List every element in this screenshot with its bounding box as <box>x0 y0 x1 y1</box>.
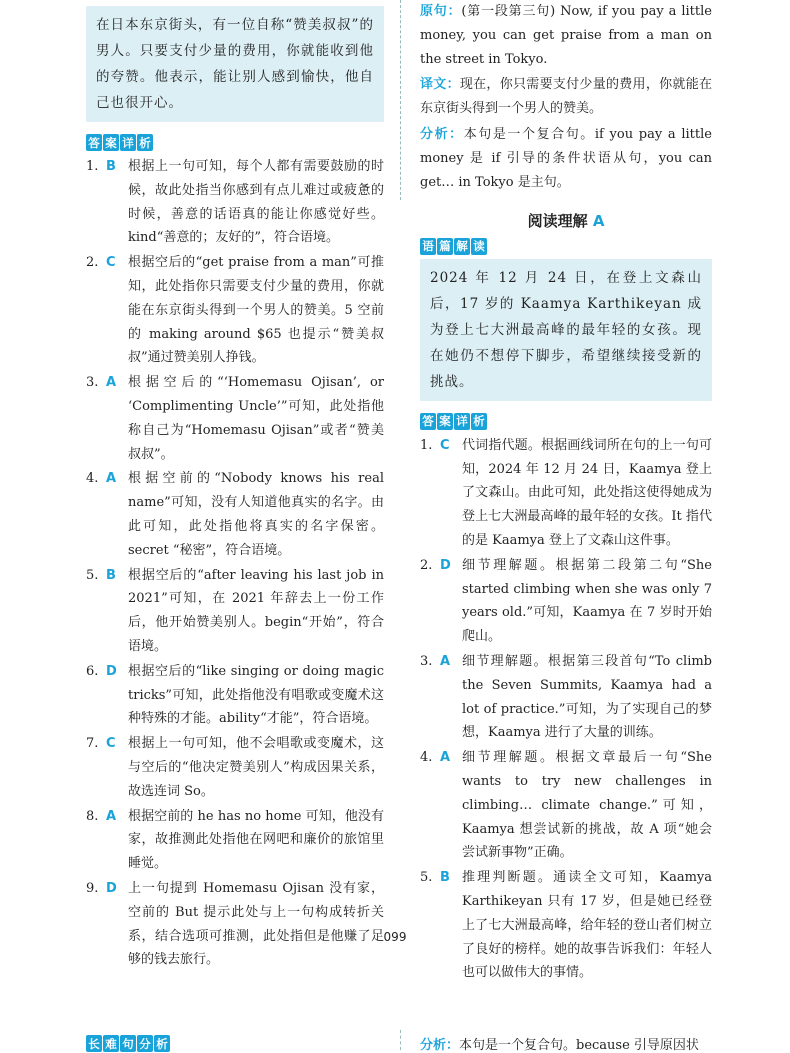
translation-label: 译文： <box>420 77 460 93</box>
section-title <box>420 210 712 231</box>
tag-char: 析 <box>154 1035 170 1052</box>
item-number: 3. <box>420 654 433 670</box>
item-explanation: 根据空后的“after leaving his last job in 2021”可知，在 2021 年辞去上一份工作后，他开始赞美别人。begin“开始”，符合语境。 <box>128 567 384 654</box>
item-number: 9. <box>86 880 99 896</box>
item-explanation: 细节理解题。根据第三段首句“To climb the Seven Summits, Kaamya had a lot of practice.”可知，为了实现自己的梦想，Kaamya 进行了大量的训练。 <box>462 654 712 741</box>
item-answer: B <box>106 567 116 583</box>
item-explanation: 根据上一句可知，每个人都有需要鼓励的时候，故此处指当你感到有点儿难过或疲惫的时候，善意的话语真的能让你感觉好些。kind“善意的；友好的”，符合语境。 <box>128 159 384 246</box>
item-number: 4. <box>86 471 99 487</box>
item-number: 7. <box>86 736 99 752</box>
item-number: 1. <box>420 437 433 453</box>
item-number: 5. <box>420 870 433 886</box>
summary-box <box>86 6 384 122</box>
item-number: 2. <box>86 255 99 271</box>
answer-item <box>86 155 384 250</box>
tag-char: 详 <box>454 413 470 430</box>
item-explanation: 代词指代题。根据画线词所在句的上一句可知，2024 年 12 月 24 日，Kaamya 登上了文森山。由此可知，此处指这使得她成为登上七大洲最高峰的最年轻的女孩。It 指代的是 Kaamya 登上了文森山这件事。 <box>462 437 712 549</box>
answer-item <box>86 732 384 803</box>
tag-char: 析 <box>471 413 487 430</box>
answer-item <box>86 805 384 876</box>
reading-summary-text: 2024 年 12 月 24 日，在登上文森山后，17 岁的 Kaamya Karthikeyan 成为登上七大洲最高峰的最年轻的女孩。现在她仍不想停下脚步，希望继续接受新的挑战。 <box>430 269 702 390</box>
item-explanation: 根据空后的“get praise from a man”可推知，此处指你只需要支付少量的费用，你就能在东京街头得到一个男人的赞美。5 空前的 making around $65 也提示“赞美叔叔”通过赞美别人挣钱。 <box>128 255 384 366</box>
analysis-text: 本句是一个复合句。if you pay a little money 是 if 引导的条件状语从句，you can get… in Tokyo 是主句。 <box>420 126 712 190</box>
footer-analysis-label: 分析： <box>420 1038 460 1053</box>
original-label: 原句： <box>420 4 462 19</box>
original-text: (第一段第三句) Now, if you pay a little money, you can get praise from a man on the street in Tokyo. <box>420 4 712 67</box>
item-answer: D <box>106 663 117 679</box>
tag-char: 长 <box>86 1035 102 1052</box>
summary-text: 在日本东京街头，有一位自称“赞美叔叔”的男人。只要支付少量的费用，你就能收到他的夸赞。他表示，能让别人感到愉快，他自己也很开心。 <box>96 17 374 111</box>
item-answer: B <box>106 159 116 174</box>
column-divider <box>400 1030 401 1050</box>
right-column <box>420 0 712 986</box>
section-letter: A <box>592 212 605 231</box>
tag-char: 分 <box>137 1035 153 1052</box>
item-answer: A <box>106 375 117 391</box>
answer-list <box>86 155 384 972</box>
tag-char: 读 <box>471 238 487 255</box>
tag-char: 案 <box>437 413 453 430</box>
item-answer: A <box>106 808 117 824</box>
footer-analysis-text: 本句是一个复合句。because 引导原因状 <box>459 1038 699 1053</box>
item-number: 6. <box>86 663 99 679</box>
item-number: 8. <box>86 808 99 824</box>
answer-item <box>86 660 384 731</box>
tag-char: 答 <box>86 134 102 151</box>
answer-item <box>86 877 384 972</box>
answer-item <box>86 251 384 370</box>
answer-item <box>420 866 712 985</box>
column-divider <box>400 0 401 200</box>
footer-analysis <box>420 1034 699 1053</box>
answer-item <box>86 564 384 659</box>
translation-text: 现在，你只需要支付少量的费用，你就能在东京街头得到一个男人的赞美。 <box>420 77 712 117</box>
item-explanation: 上一句提到 Homemasu Ojisan 没有家，空前的 But 提示此处与上一句构成转折关系，结合选项可推测，此处指但是他赚了足够的钱去旅行。 <box>128 880 384 968</box>
passage-reading-tag <box>420 238 487 255</box>
tag-char: 句 <box>120 1035 136 1052</box>
item-explanation: 细节理解题。根据文章最后一句“She wants to try new challenges in climbing… climate change.”可知，Kaamya 想尝试新的挑战，故 A 项“她会尝试新事物”正确。 <box>462 750 712 861</box>
left-column <box>86 0 384 973</box>
item-explanation: 根据空后的“‘Homemasu Ojisan’, or ‘Complimenting Uncle’”可知，此处指他称自己为“Homemasu Ojisan”或者“赞美叔叔”。 <box>128 375 384 462</box>
translation <box>420 73 712 121</box>
tag-char: 语 <box>420 238 436 255</box>
answer-item <box>86 467 384 562</box>
answer-list <box>420 434 712 985</box>
tag-char: 篇 <box>437 238 453 255</box>
tag-char: 析 <box>137 134 153 151</box>
item-explanation: 细节理解题。根据第二段第二句“She started climbing when she was only 7 years old.”可知，Kaamya 在 7 岁时开始爬山。 <box>462 557 712 645</box>
item-number: 4. <box>420 750 433 766</box>
answer-analysis-tag <box>86 134 153 151</box>
answer-item <box>420 434 712 553</box>
item-answer: C <box>106 255 116 271</box>
item-number: 2. <box>420 557 433 573</box>
tag-char: 案 <box>103 134 119 151</box>
item-answer: A <box>440 750 451 766</box>
item-answer: A <box>106 471 117 487</box>
long-sentence-analysis-tag <box>86 1035 170 1052</box>
item-answer: B <box>440 870 450 886</box>
item-answer: D <box>106 880 117 896</box>
item-answer: C <box>106 736 116 752</box>
item-explanation: 根据空前的 he has no home 可知，他没有家，故推测此处指他在网吧和廉价的旅馆里睡觉。 <box>128 808 384 872</box>
tag-char: 答 <box>420 413 436 430</box>
answer-item <box>420 650 712 745</box>
item-explanation: 根据空后的“like singing or doing magic tricks”可知，此处指他没有唱歌或变魔术这种特殊的才能。ability“才能”，符合语境。 <box>128 663 384 727</box>
answer-analysis-tag <box>420 413 487 430</box>
item-number: 3. <box>86 375 99 391</box>
analysis-label: 分析： <box>420 126 464 142</box>
page-number: 099 <box>383 930 407 944</box>
original-sentence <box>420 0 712 71</box>
tag-char: 难 <box>103 1035 119 1052</box>
reading-summary-box <box>420 259 712 401</box>
section-title-text: 阅读理解 <box>527 212 588 231</box>
item-number: 5. <box>86 567 99 583</box>
item-explanation: 根据上一句可知，他不会唱歌或变魔术，这与空后的“他决定赞美别人”构成因果关系，故选连词 So。 <box>128 736 384 799</box>
analysis <box>420 123 712 194</box>
item-answer: C <box>440 437 450 453</box>
answer-item <box>86 371 384 466</box>
item-explanation: 推理判断题。通读全文可知，Kaamya Karthikeyan 只有 17 岁，但是她已经登上了七大洲最高峰，给年轻的登山者们树立了良好的榜样。她的故事告诉我们：年轻人也可以做伟大的事情。 <box>462 870 712 981</box>
tag-char: 详 <box>120 134 136 151</box>
item-number: 1. <box>86 159 99 174</box>
answer-item <box>420 746 712 865</box>
item-answer: A <box>440 654 451 670</box>
item-answer: D <box>440 557 451 573</box>
tag-char: 解 <box>454 238 470 255</box>
item-explanation: 根据空前的“Nobody knows his real name”可知，没有人知道他真实的名字。由此可知，此处指他将真实的名字保密。secret “秘密”，符合语境。 <box>128 471 384 558</box>
answer-item <box>420 554 712 649</box>
